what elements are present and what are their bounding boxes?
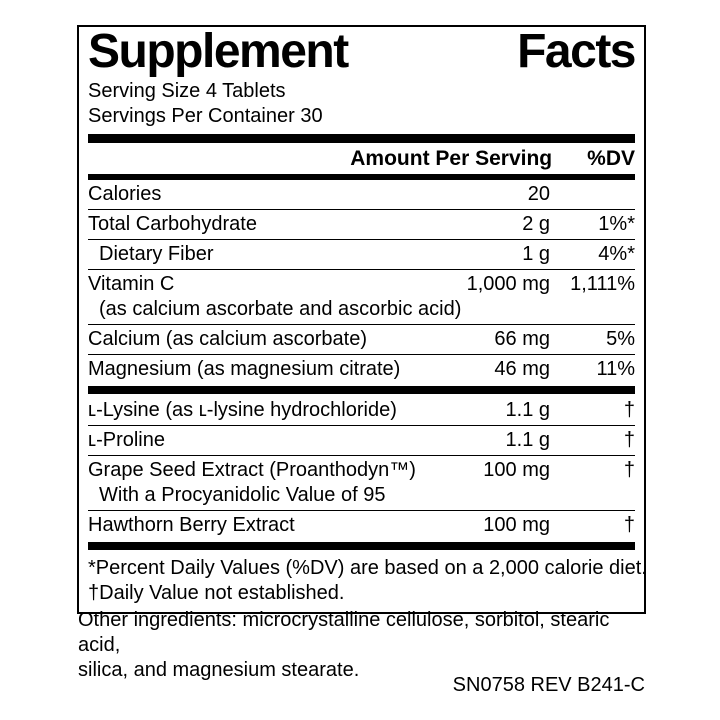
nutrient-amount: 1.1 g	[505, 428, 550, 451]
nutrient-name: Vitamin C	[88, 272, 175, 295]
nutrient-name: Dietary Fiber	[99, 242, 214, 265]
nutrient-dv: †	[623, 458, 635, 481]
serving-size: Serving Size 4 Tablets	[88, 79, 286, 102]
nutrient-dv: 4%*	[598, 242, 635, 265]
nutrient-name: Calcium (as calcium ascorbate)	[88, 327, 367, 350]
nutrient-amount: 100 mg	[483, 513, 550, 536]
nutrient-source-note: (as calcium ascorbate and ascorbic acid)	[99, 297, 462, 320]
nutrient-dv: 5%	[606, 327, 635, 350]
thick-divider	[88, 134, 635, 143]
nutrient-amount: 1 g	[522, 242, 550, 265]
nutrient-amount: 100 mg	[483, 458, 550, 481]
thick-divider	[88, 386, 635, 394]
nutrient-name: Total Carbohydrate	[88, 212, 257, 235]
table-row-l-lysine	[88, 396, 635, 425]
table-row-total-carbohydrate	[88, 209, 635, 239]
nutrient-dv: †	[623, 398, 635, 421]
thick-divider	[88, 542, 635, 550]
nutrient-amount: 2 g	[522, 212, 550, 235]
other-ingredients-line2: silica, and magnesium stearate.	[78, 659, 360, 681]
header-amount-per-serving: Amount Per Serving	[350, 146, 553, 170]
panel-title-right: Facts	[517, 25, 635, 78]
other-ingredients	[78, 608, 653, 683]
nutrient-name: Magnesium (as magnesium citrate)	[88, 357, 401, 380]
nutrient-amount: 1,000 mg	[466, 272, 550, 295]
nutrient-dv: 1%*	[598, 212, 635, 235]
nutrient-name: ʟ-Proline	[88, 428, 165, 451]
nutrient-amount: 66 mg	[494, 327, 550, 350]
nutrient-dv: 1,111%	[570, 272, 635, 295]
supplement-facts-panel	[77, 25, 646, 614]
header-dv: %DV	[587, 146, 635, 170]
table-header	[88, 143, 635, 174]
other-ingredients-line1: Other ingredients: microcrystalline cellulose, sorbitol, stearic acid,	[78, 609, 610, 656]
nutrient-source-note: With a Procyanidolic Value of 95	[99, 483, 386, 506]
table-row-hawthorn-berry-extract	[88, 510, 635, 540]
nutrient-name: Calories	[88, 182, 162, 205]
nutrient-name: Grape Seed Extract (Proanthodyn™)	[88, 458, 416, 481]
table-row-dietary-fiber	[88, 239, 635, 269]
footnote-percent-dv: *Percent Daily Values (%DV) are based on a 2,000 calorie diet.	[88, 556, 647, 579]
nutrient-amount: 46 mg	[494, 357, 550, 380]
servings-per-container: Servings Per Container 30	[88, 104, 323, 127]
table-row-calories	[88, 180, 635, 209]
table-row-magnesium	[88, 354, 635, 384]
nutrient-amount: 20	[527, 182, 550, 205]
nutrient-name: Hawthorn Berry Extract	[88, 513, 295, 536]
footnotes	[88, 552, 647, 612]
table-row-calcium	[88, 324, 635, 354]
footnote-daily-value: †Daily Value not established.	[88, 581, 345, 604]
nutrient-amount: 1.1 g	[505, 398, 550, 421]
revision-code: SN0758 REV B241-C	[452, 674, 645, 696]
table-row-grape-seed-extract	[88, 455, 635, 510]
panel-title-left: Supplement	[88, 25, 348, 78]
nutrient-name: ʟ-Lysine (as ʟ-lysine hydrochloride)	[88, 398, 397, 421]
nutrient-dv: †	[623, 513, 635, 536]
nutrient-dv: 11%	[596, 357, 635, 380]
panel-title	[88, 27, 635, 77]
table-row-vitamin-c	[88, 269, 635, 324]
table-row-l-proline	[88, 425, 635, 455]
serving-info	[88, 77, 635, 132]
nutrient-dv: †	[623, 428, 635, 451]
